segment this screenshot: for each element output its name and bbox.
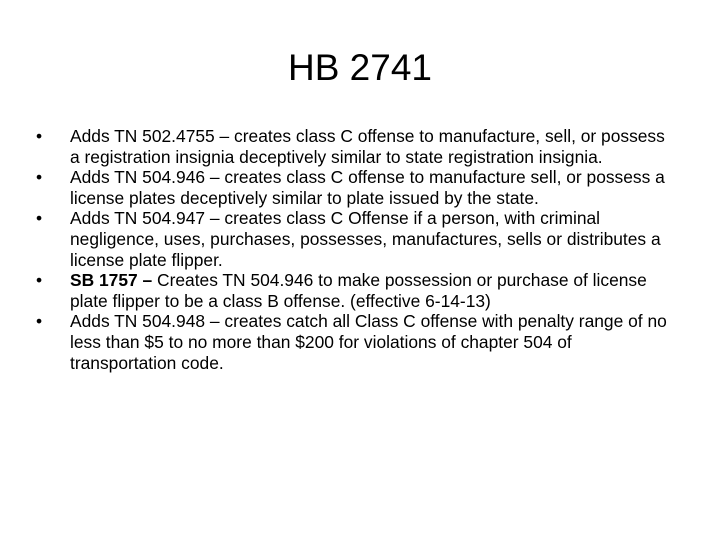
bullet-text: Adds TN 504.948 – creates catch all Class C offense with penalty range of no less than $5 to no more than $200 for violations of chapter 504 of transportation code. [70, 311, 667, 373]
slide-title: HB 2741 [288, 47, 432, 88]
bullet-item [36, 311, 676, 373]
bullet-dot-icon: • [36, 270, 43, 291]
bullet-dot-icon: • [36, 167, 43, 188]
bullet-item [36, 208, 676, 270]
bullet-dot-icon: • [36, 311, 43, 332]
bullet-bold-text: SB 1757 – [70, 270, 153, 291]
bullet-text: Creates TN 504.946 to make possession or purchase of license plate flipper to be a class B offense. (effective 6-14-13) [70, 270, 647, 311]
bullet-item [36, 270, 676, 311]
bullet-text: Adds TN 504.946 – creates class C offense to manufacture sell, or possess a license plates deceptively similar to plate issued by the state. [70, 167, 665, 208]
bullet-text: Adds TN 504.947 – creates class C Offense if a person, with criminal negligence, uses, purchases, possesses, manufactures, sells or distributes a license plate flipper. [70, 208, 661, 270]
bullet-list [36, 126, 676, 373]
bullet-item [36, 126, 676, 167]
bullet-item [36, 167, 676, 208]
bullet-dot-icon: • [36, 126, 43, 146]
bullet-text: Adds TN 502.4755 – creates class C offense to manufacture, sell, or possess a registration insignia deceptively similar to state registration insignia. [70, 126, 665, 167]
bullet-dot-icon: • [36, 208, 43, 229]
